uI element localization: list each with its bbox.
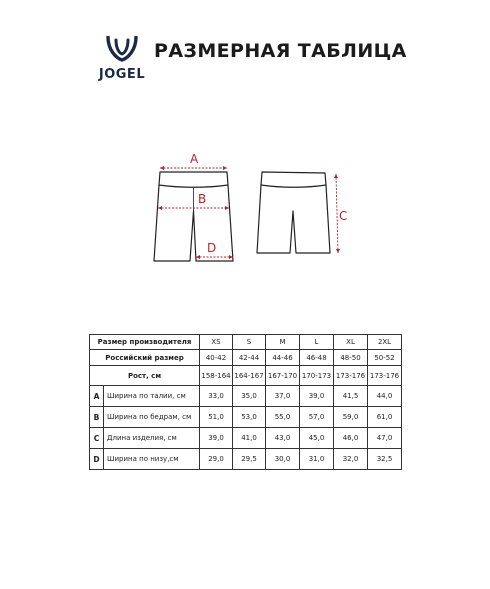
measurement-value: 39,0 bbox=[300, 386, 334, 407]
measurement-value: 29,0 bbox=[200, 449, 233, 470]
measurement-value: 57,0 bbox=[300, 407, 334, 428]
russian-size-label: Российский размер bbox=[90, 350, 200, 366]
measurement-letter: D bbox=[90, 449, 104, 470]
measurement-value: 53,0 bbox=[233, 407, 266, 428]
height-row bbox=[90, 366, 402, 386]
measurement-value: 43,0 bbox=[266, 428, 300, 449]
height-cell: 167-170 bbox=[266, 366, 300, 386]
height-cell: 158-164 bbox=[200, 366, 233, 386]
russian-size-cell: 50-52 bbox=[368, 350, 402, 366]
shorts-front-view bbox=[154, 172, 233, 261]
measurement-row-c bbox=[90, 428, 402, 449]
height-label: Рост, см bbox=[90, 366, 200, 386]
jogel-logo-icon bbox=[104, 36, 140, 66]
dimension-a bbox=[160, 152, 227, 170]
measurement-name: Ширина по бедрам, см bbox=[104, 407, 200, 428]
dimension-label-d: D bbox=[207, 241, 217, 255]
measurement-value: 32,0 bbox=[334, 449, 368, 470]
russian-size-row bbox=[90, 350, 402, 366]
manufacturer-size-label: Размер производителя bbox=[90, 335, 200, 350]
measurement-value: 30,0 bbox=[266, 449, 300, 470]
measurement-row-d bbox=[90, 449, 402, 470]
manufacturer-size-row bbox=[90, 335, 402, 350]
shorts-diagram bbox=[140, 145, 360, 270]
size-cell: L bbox=[300, 335, 334, 350]
measurement-value: 32,5 bbox=[368, 449, 402, 470]
measurement-value: 31,0 bbox=[300, 449, 334, 470]
measurement-row-b bbox=[90, 407, 402, 428]
size-table bbox=[89, 334, 402, 470]
page-title: РАЗМЕРНАЯ ТАБЛИЦА bbox=[154, 40, 407, 62]
height-cell: 173-176 bbox=[334, 366, 368, 386]
brand-logo bbox=[92, 36, 152, 88]
measurement-value: 39,0 bbox=[200, 428, 233, 449]
measurement-value: 37,0 bbox=[266, 386, 300, 407]
dimension-label-a: A bbox=[190, 152, 199, 166]
height-cell: 170-173 bbox=[300, 366, 334, 386]
measurement-value: 45,0 bbox=[300, 428, 334, 449]
russian-size-cell: 48-50 bbox=[334, 350, 368, 366]
russian-size-cell: 44-46 bbox=[266, 350, 300, 366]
russian-size-cell: 46-48 bbox=[300, 350, 334, 366]
measurement-letter: C bbox=[90, 428, 104, 449]
measurement-value: 55,0 bbox=[266, 407, 300, 428]
measurement-value: 41,5 bbox=[334, 386, 368, 407]
measurement-name: Ширина по талии, см bbox=[104, 386, 200, 407]
measurement-value: 44,0 bbox=[368, 386, 402, 407]
measurement-value: 46,0 bbox=[334, 428, 368, 449]
russian-size-cell: 42-44 bbox=[233, 350, 266, 366]
russian-size-cell: 40-42 bbox=[200, 350, 233, 366]
size-cell: S bbox=[233, 335, 266, 350]
measurement-value: 51,0 bbox=[200, 407, 233, 428]
size-cell: M bbox=[266, 335, 300, 350]
measurement-letter: A bbox=[90, 386, 104, 407]
measurement-value: 29,5 bbox=[233, 449, 266, 470]
dimension-label-b: B bbox=[198, 192, 207, 206]
measurement-row-a bbox=[90, 386, 402, 407]
brand-name: JOGEL bbox=[98, 67, 146, 82]
measurement-value: 33,0 bbox=[200, 386, 233, 407]
size-cell: XL bbox=[334, 335, 368, 350]
dimension-c bbox=[334, 174, 347, 253]
shorts-back-view bbox=[257, 172, 330, 253]
measurement-letter: B bbox=[90, 407, 104, 428]
dimension-d bbox=[196, 241, 233, 259]
measurement-value: 35,0 bbox=[233, 386, 266, 407]
measurement-value: 61,0 bbox=[368, 407, 402, 428]
dimension-label-c: C bbox=[339, 209, 348, 223]
height-cell: 173-176 bbox=[368, 366, 402, 386]
measurement-name: Длина изделия, см bbox=[104, 428, 200, 449]
size-cell: XS bbox=[200, 335, 233, 350]
measurement-value: 41,0 bbox=[233, 428, 266, 449]
measurement-name: Ширина по низу,см bbox=[104, 449, 200, 470]
measurement-value: 47,0 bbox=[368, 428, 402, 449]
measurement-value: 59,0 bbox=[334, 407, 368, 428]
size-cell: 2XL bbox=[368, 335, 402, 350]
height-cell: 164-167 bbox=[233, 366, 266, 386]
